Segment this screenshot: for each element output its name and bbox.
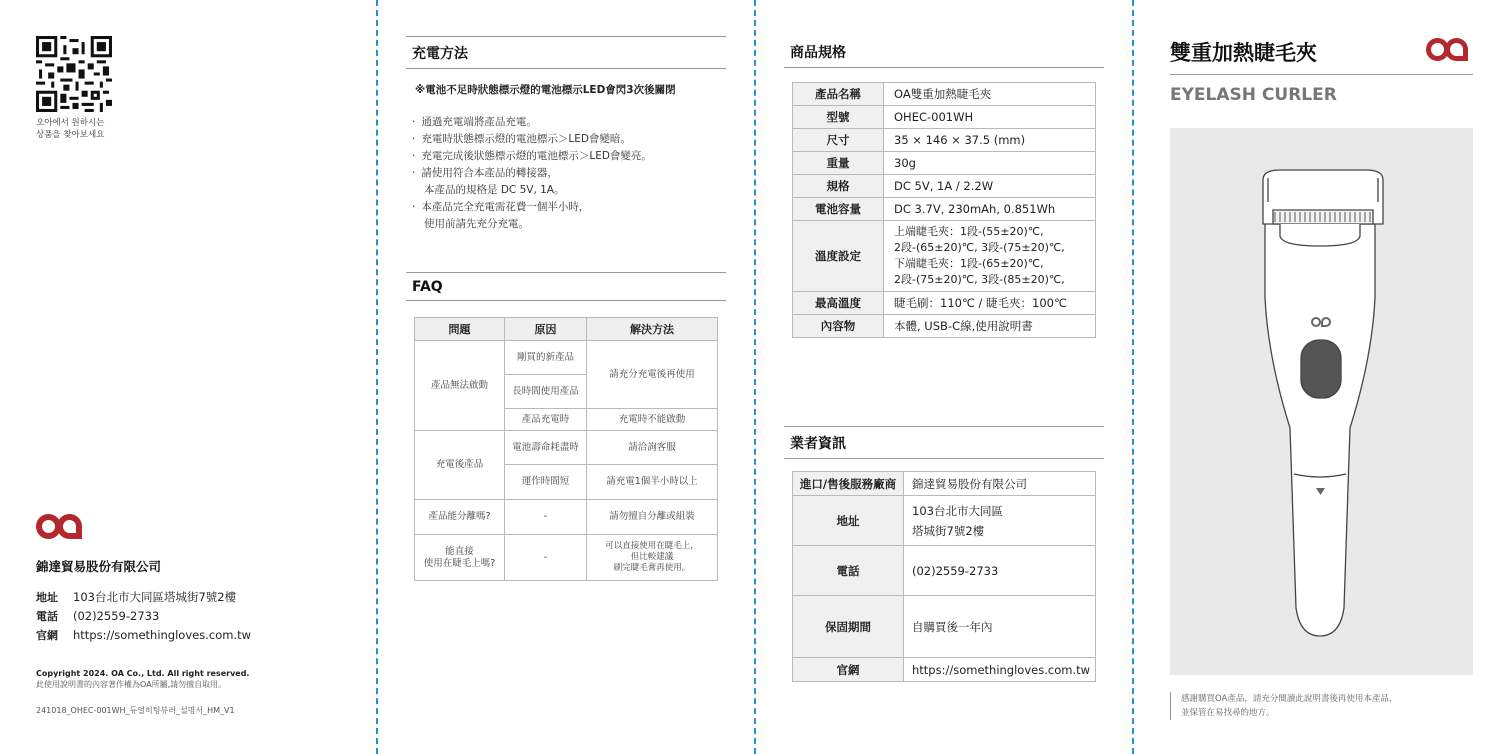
info-row-address — [36, 588, 251, 607]
spec-label: 尺寸 — [793, 129, 884, 152]
website-link[interactable]: https://somethingloves.com.tw — [73, 628, 251, 642]
list-item-text: 請使用符合本產品的轉接器， — [421, 167, 558, 179]
cause-cell: 剛買的新產品 — [505, 341, 587, 375]
table-row — [793, 198, 1096, 221]
solution-cell: 請充電1個半小時以上 — [587, 465, 718, 500]
qr-caption-line-2: 상품을 찾아보세요 — [36, 130, 105, 140]
list-item-text: 充電完成後狀態標示燈的電池標示＞LED會變亮。 — [421, 150, 652, 162]
table-row — [415, 341, 718, 375]
spec-label: 最高溫度 — [793, 292, 884, 315]
business-value — [904, 496, 1096, 546]
question-cell — [415, 535, 505, 581]
business-value: (02)2559-2733 — [904, 546, 1096, 596]
info-row-phone — [36, 607, 251, 626]
table-row — [793, 292, 1096, 315]
spec-label: 型號 — [793, 106, 884, 129]
table-row — [793, 546, 1096, 596]
question-cell: 產品能分離嗎? — [415, 500, 505, 535]
solution-cell: 請勿擅自分離或組裝 — [587, 500, 718, 535]
solution-line: 可以直接使用在睫毛上， — [605, 541, 699, 551]
list-item — [412, 165, 652, 199]
business-value: 錦達貿易股份有限公司 — [904, 472, 1096, 496]
table-row — [415, 535, 718, 581]
table-row — [793, 129, 1096, 152]
company-info — [36, 588, 251, 645]
spec-label: 產品名稱 — [793, 83, 884, 106]
info-label: 地址 — [36, 591, 58, 604]
list-item — [412, 148, 652, 165]
spec-label: 電池容量 — [793, 198, 884, 221]
column-header: 問題 — [415, 318, 505, 341]
list-item-continuation: 使用前請先充分充電。 — [424, 218, 529, 230]
column-header: 原因 — [505, 318, 587, 341]
file-id: 241018_OHEC-001WH_듀얼히팅뷰러_설명서_HM_V1 — [36, 706, 235, 715]
table-row — [793, 221, 1096, 292]
spec-table — [792, 82, 1096, 338]
spec-label: 重量 — [793, 152, 884, 175]
charging-list — [412, 114, 652, 233]
copyright-block — [36, 668, 249, 690]
spec-value: OHEC-001WH — [884, 106, 1096, 129]
spec-value: DC 3.7V, 230mAh, 0.851Wh — [884, 198, 1096, 221]
list-item-text: 通過充電端將產品充電。 — [421, 116, 537, 128]
business-value: 自購買後一年內 — [904, 596, 1096, 658]
spec-value-line: 上端睫毛夾：1段-(55±20)℃, — [894, 225, 1044, 238]
table-row — [793, 175, 1096, 198]
spec-value: 30g — [884, 152, 1096, 175]
table-row — [793, 596, 1096, 658]
list-item-text: 充電時狀態標示燈的電池標示＞LED會變暗。 — [421, 133, 631, 145]
qr-caption-line-1: 오아에서 원하시는 — [36, 118, 105, 128]
info-value: 103台北市大同區塔城街7號2樓 — [73, 590, 237, 604]
info-label: 電話 — [36, 610, 58, 623]
solution-cell: 請洽詢客服 — [587, 431, 718, 465]
cause-cell: 運作時間短 — [505, 465, 587, 500]
list-item — [412, 199, 652, 233]
charging-heading: 充電方法 — [406, 36, 726, 69]
oa-logo — [1426, 38, 1468, 61]
back-panel — [0, 0, 378, 754]
note-line: 感謝購買OA產品，請充分閱讀此說明書後再使用本產品， — [1181, 694, 1398, 704]
fold-line-3 — [1132, 0, 1134, 754]
list-item-continuation: 本產品的規格是 DC 5V, 1A。 — [424, 184, 565, 196]
spec-value-line: 下端睫毛夾：1段-(65±20)℃, — [894, 257, 1044, 270]
spec-label: 溫度設定 — [793, 221, 884, 292]
business-label: 電話 — [793, 546, 904, 596]
list-item-text: 本產品完全充電需花費一個半小時， — [421, 201, 590, 213]
note-line: 並保管在易找尋的地方。 — [1181, 708, 1275, 718]
table-row — [415, 500, 718, 535]
spec-value — [884, 221, 1096, 292]
question-line: 能直接 — [445, 545, 474, 557]
solution-line: 但比較建議 — [630, 552, 674, 562]
solution-cell: 請充分充電後再使用 — [587, 341, 718, 409]
battery-notice: ※電池不足時狀態標示燈的電池標示LED會閃3次後關閉 — [415, 84, 676, 96]
title-divider — [1170, 74, 1473, 75]
spec-value: OA雙重加熱睫毛夾 — [884, 83, 1096, 106]
spec-label: 規格 — [793, 175, 884, 198]
business-label: 地址 — [793, 496, 904, 546]
table-row — [793, 152, 1096, 175]
spec-value: DC 5V, 1A / 2.2W — [884, 175, 1096, 198]
copyright-text: Copyright 2024. OA Co., Ltd. All right reserved. — [36, 669, 250, 678]
product-title-english: EYELASH CURLER — [1170, 85, 1337, 105]
spec-heading: 商品規格 — [784, 36, 1104, 68]
table-row — [793, 496, 1096, 546]
eyelash-curler-illustration — [1170, 128, 1473, 675]
info-value: (02)2559-2733 — [73, 609, 160, 623]
business-label: 保固期間 — [793, 596, 904, 658]
list-item — [412, 131, 652, 148]
oa-logo — [36, 514, 82, 539]
business-value-line: 塔城街7號2樓 — [912, 523, 985, 538]
table-row — [793, 106, 1096, 129]
table-row — [415, 431, 718, 465]
question-cell: 產品無法啟動 — [415, 341, 505, 431]
thanks-note — [1170, 692, 1397, 720]
table-row — [793, 83, 1096, 106]
cause-cell: - — [505, 535, 587, 581]
spec-value: 本體, USB-C線,使用說明書 — [884, 315, 1096, 338]
list-item — [412, 114, 652, 131]
cause-cell: 電池壽命耗盡時 — [505, 431, 587, 465]
cause-cell: 產品充電時 — [505, 409, 587, 431]
company-name: 錦達貿易股份有限公司 — [36, 559, 162, 574]
solution-cell — [587, 535, 718, 581]
question-cell: 充電後產品 — [415, 431, 505, 500]
qr-code[interactable] — [36, 36, 112, 112]
table-row — [793, 658, 1096, 682]
copyright-note: 此使用說明書的內容著作權為OA所屬,請勿擅自取用。 — [36, 680, 227, 689]
cause-cell: 長時間使用產品 — [505, 375, 587, 409]
table-row — [793, 315, 1096, 338]
business-value-line: 103台北市大同區 — [912, 503, 1003, 518]
question-line: 使用在睫毛上嗎? — [423, 557, 496, 569]
business-label: 進口/售後服務廠商 — [793, 472, 904, 496]
info-label: 官網 — [36, 629, 58, 642]
table-header-row — [415, 318, 718, 341]
solution-cell: 充電時不能啟動 — [587, 409, 718, 431]
website-link[interactable]: https://somethingloves.com.tw — [904, 658, 1096, 682]
spec-label: 內容物 — [793, 315, 884, 338]
info-row-website — [36, 626, 251, 645]
spec-value: 35 × 146 × 37.5 (mm) — [884, 129, 1096, 152]
business-heading: 業者資訊 — [784, 426, 1104, 459]
solution-line: 刷完睫毛膏再使用。 — [613, 563, 691, 573]
business-label: 官網 — [793, 658, 904, 682]
faq-table — [414, 317, 718, 581]
spec-value: 睫毛刷：110℃ / 睫毛夾：100℃ — [884, 292, 1096, 315]
cause-cell: - — [505, 500, 587, 535]
fold-line-2 — [754, 0, 756, 754]
column-header: 解決方法 — [587, 318, 718, 341]
product-title: 雙重加熱睫毛夾 — [1170, 41, 1317, 65]
qr-caption — [36, 117, 104, 141]
product-image — [1170, 128, 1473, 675]
spec-value-line: 2段-(75±20)℃, 3段-(85±20)℃, — [894, 273, 1065, 286]
business-table — [792, 471, 1096, 682]
faq-heading: FAQ — [406, 272, 726, 301]
spec-value-line: 2段-(65±20)℃, 3段-(75±20)℃, — [894, 241, 1065, 254]
table-row — [793, 472, 1096, 496]
